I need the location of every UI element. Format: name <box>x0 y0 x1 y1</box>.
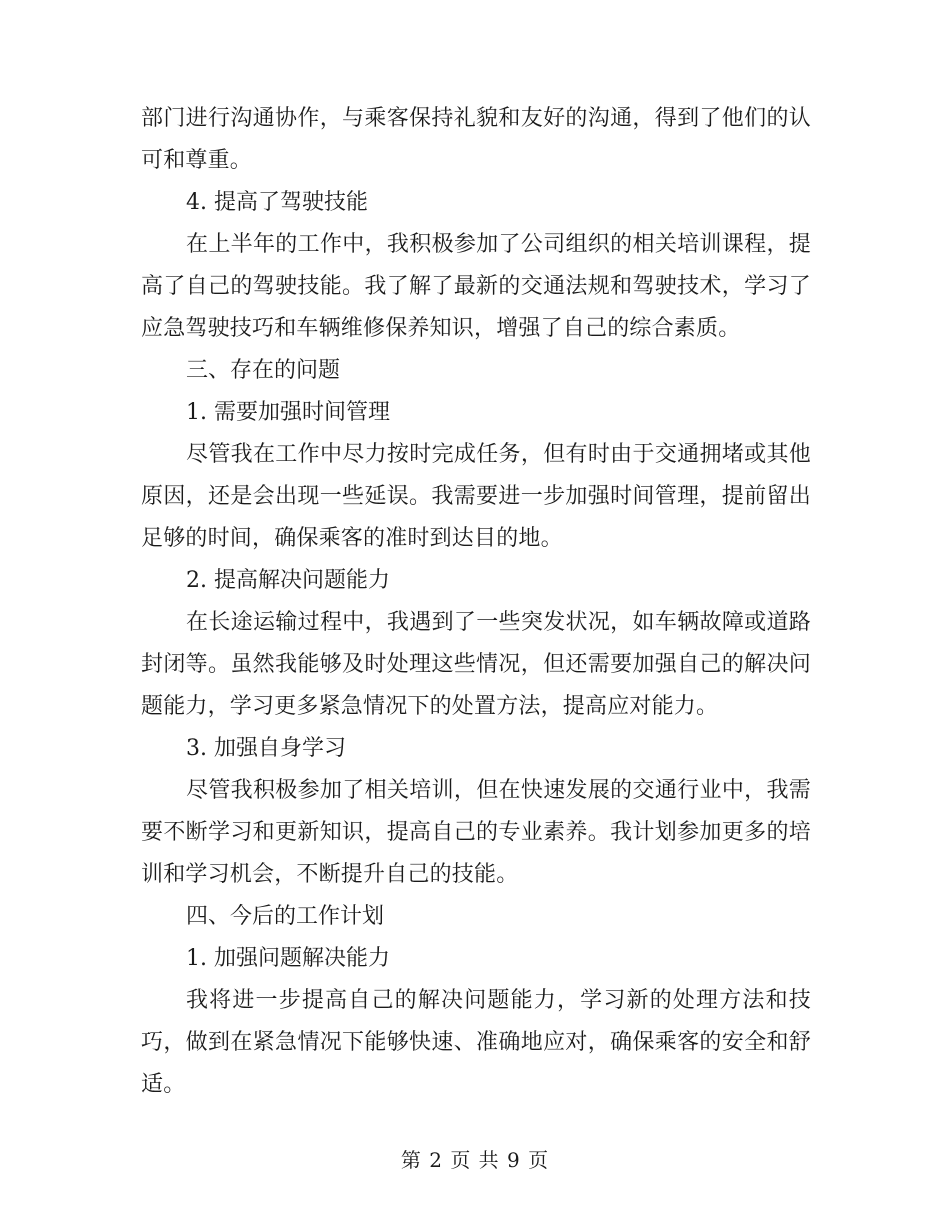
paragraph: 尽管我积极参加了相关培训，但在快速发展的交通行业中，我需要不断学习和更新知识，提高自己的专业素养。我计划参加更多的培训和学习机会，不断提升自己的技能。 <box>141 778 811 887</box>
section-heading: 3. 加强自身学习 <box>186 736 346 761</box>
section-heading: 四、今后的工作计划 <box>186 904 385 929</box>
document-body <box>141 98 811 1106</box>
paragraph: 在上半年的工作中，我积极参加了公司组织的相关培训课程，提高了自己的驾驶技能。我了解了最新的交通法规和驾驶技术，学习了应急驾驶技巧和车辆维修保养知识，增强了自己的综合素质。 <box>141 232 811 341</box>
paragraph: 部门进行沟通协作，与乘客保持礼貌和友好的沟通，得到了他们的认可和尊重。 <box>141 106 811 173</box>
section-heading: 三、存在的问题 <box>186 358 341 383</box>
paragraph: 尽管我在工作中尽力按时完成任务，但有时由于交通拥堵或其他原因，还是会出现一些延误。我需要进一步加强时间管理，提前留出足够的时间，确保乘客的准时到达目的地。 <box>141 442 811 551</box>
section-heading: 1. 需要加强时间管理 <box>186 400 390 425</box>
section-heading: 4. 提高了驾驶技能 <box>186 190 368 215</box>
section-heading: 1. 加强问题解决能力 <box>186 946 390 971</box>
paragraph: 我将进一步提高自己的解决问题能力，学习新的处理方法和技巧，做到在紧急情况下能够快速、准确地应对，确保乘客的安全和舒适。 <box>141 988 811 1097</box>
paragraph: 在长途运输过程中，我遇到了一些突发状况，如车辆故障或道路封闭等。虽然我能够及时处理这些情况，但还需要加强自己的解决问题能力，学习更多紧急情况下的处置方法，提高应对能力。 <box>141 610 811 719</box>
section-heading: 2. 提高解决问题能力 <box>186 568 390 593</box>
page-footer: 第 2 页 共 9 页 <box>400 1148 550 1172</box>
